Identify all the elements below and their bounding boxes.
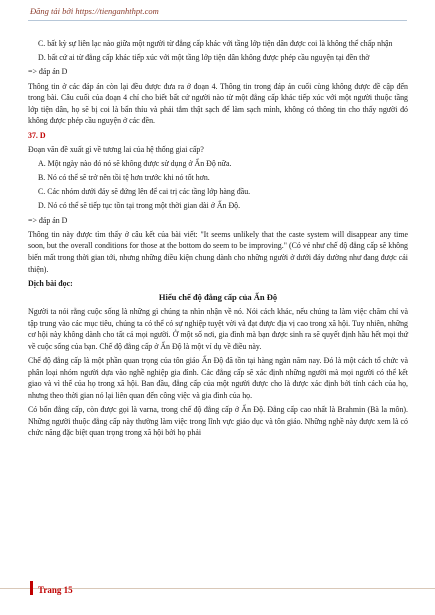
header-divider — [28, 20, 407, 21]
footer-accent-bar — [30, 581, 33, 595]
body-paragraph: Chế độ đẳng cấp là một phần quan trọng của tôn giáo Ấn Độ đã tồn tại hàng ngàn năm nay. Đó là một cách tổ chức và phân loại nhóm người dựa vào nghề nghiệp gia đình. Các đẳng cấp sẽ xác định những người mà mọi người có thể kết giao và vì thế của họ trong xã hội. Ban đầu, đẳng cấp của một người được cho là được xác định bởi tính cách của họ, nhưng theo thời gian nó lại liên quan đến công việc và gia đình của họ. — [28, 356, 408, 400]
body-paragraph: Có bốn đẳng cấp, còn được gọi là varna, trong chế độ đẳng cấp ở Ấn Độ. Đẳng cấp cao nhất là Brahmin (Bà la môn). Những người thuộc đẳng cấp này thường làm việc trong lĩnh vực giáo dục và tôn giáo. Những nghề này được xem là có chức năng đặc biệt quan trọng trong xã hội bởi họ phải — [28, 405, 408, 438]
question-number: 37. D — [28, 130, 46, 140]
page-header: Đăng tải bởi https://tienganhthpt.com — [30, 6, 159, 16]
option-d: D. bất cứ ai từ đẳng cấp khác tiếp xúc với một tầng lớp tiện dân không được phép cầu nguyện tại đền thờ — [38, 53, 370, 63]
option-c: C. Các nhóm dưới đáy sẽ đứng lên để cai trị các tầng lớp hàng đầu. — [38, 187, 251, 197]
page-value: 15 — [63, 585, 73, 595]
page-number — [38, 585, 73, 595]
translation-title: Hiểu chế độ đẳng cấp của Ấn Độ — [158, 292, 278, 302]
document-body — [28, 38, 408, 442]
option-a: A. Một ngày nào đó nó sẽ không được sử dụng ở Ấn Độ nữa. — [38, 158, 232, 168]
explanation-paragraph: Thông tin này được tìm thấy ở câu kết của bài viết: "It seems unlikely that the caste system will disappear any time soon, but the overall conditions for those at the bottom do seem to be improving." (Có vẻ như chế độ đẳng cấp sẽ không biến mất trong thời gian tới, nhưng những điều kiện chung dành cho những người ở dưới đáy dường như đang được cải thiện). — [28, 229, 408, 274]
answer-line: => đáp án D — [28, 215, 68, 225]
page-label: Trang — [38, 585, 62, 595]
option-b: B. Nó có thể sẽ trở nên tồi tệ hơn trước khi nó tốt hơn. — [38, 173, 210, 183]
explanation-paragraph: Thông tin ở các đáp án còn lại đều được đưa ra ở đoạn 4. Thông tin trong đáp án cuối cùng không được đề cập đến trong bài. Câu cuối của đoạn 4 chỉ cho biết bất cứ người nào từ một đẳng cấp khác tiếp xúc với một người thuộc tầng lớp tiện dân, họ sẽ bị coi là bẩn thỉu và phải tắm thật sạch để làm sạch mình, không có thông tin cho thấy người đó không được phép cầu nguyện ở các đền. — [28, 81, 408, 126]
question-text: Đoạn văn đề xuất gì về tương lai của hệ thống giai cấp? — [28, 144, 204, 154]
option-d: D. Nó có thể sẽ tiếp tục tồn tại trong một thời gian dài ở Ấn Độ. — [38, 201, 241, 211]
body-paragraph: Người ta nói rằng cuộc sống là những gì chúng ta nhìn nhận về nó. Nói cách khác, nếu chúng ta làm việc chăm chỉ và tập trung vào các mục tiêu, chúng ta có thể có sự nghiệp tuyệt vời và đạt được địa vị cao trong xã hội. Tuy nhiên, những cơ hội này không dành cho tất cả mọi người. Ở một số nơi, gia đình mà bạn được sinh ra sẽ quyết định hầu hết mọi thứ về cuộc sống của bạn. Chế độ đẳng cấp ở Ấn Độ là một ví dụ về điều này. — [28, 307, 408, 351]
option-c: C. bất kỳ sự liên lạc nào giữa một người từ đẳng cấp khác với tầng lớp tiện dân được coi là không thể chấp nhận — [38, 39, 393, 48]
answer-line: => đáp án D — [28, 67, 68, 77]
section-heading: Dịch bài đọc: — [28, 278, 73, 288]
